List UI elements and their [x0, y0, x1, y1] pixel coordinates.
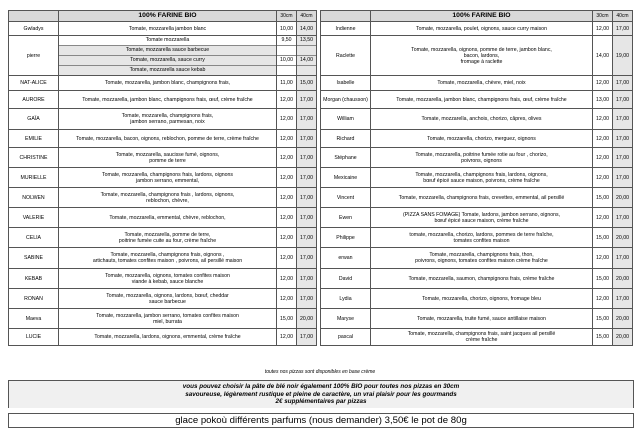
left-description	[59, 289, 277, 309]
right-description	[371, 208, 593, 228]
left-size-30: 30cm	[277, 11, 297, 22]
buckwheat-line-1: vous pouvez choisir la pâte de blé noir également 100% BIO pour toutes nos pizzas en 30cm	[182, 383, 460, 390]
left-pizza-name: MURIELLE	[9, 168, 59, 188]
left-price-40: 17,00	[297, 228, 317, 248]
left-description	[59, 109, 277, 130]
right-price-30: 12,00	[593, 76, 613, 91]
left-pizza-name: EMILIE	[9, 130, 59, 148]
left-price-30: 12,00	[277, 109, 297, 130]
header-row	[9, 11, 633, 22]
right-description	[371, 36, 593, 76]
right-description-line: fromage à raclette	[460, 58, 503, 65]
left-description-line: jambon serrano, emmental,	[135, 177, 200, 184]
left-pizza-name: KEBAB	[9, 269, 59, 289]
right-description-line: poivrons, oignons, tomates confites maison crème fraîche	[415, 258, 548, 264]
left-description	[59, 248, 277, 269]
right-price-30: 12,00	[593, 208, 613, 228]
left-title: 100% FARINE BIO	[59, 11, 277, 22]
left-price-30: 10,00	[277, 22, 297, 36]
left-description-line: sauce barbecue	[149, 298, 186, 305]
left-variant-price-40: 14,00	[297, 56, 316, 66]
right-price-30: 12,00	[593, 168, 613, 188]
right-description	[371, 22, 593, 36]
menu-row	[9, 76, 633, 91]
right-price-30: 15,00	[593, 329, 613, 346]
right-price-40: 20,00	[613, 188, 633, 208]
left-description-line: Tomate, mozzarella, lardons, oignons, emmental, crème fraîche	[94, 334, 241, 340]
right-price-40: 17,00	[613, 109, 633, 130]
right-price-40: 17,00	[613, 289, 633, 309]
left-price-30: 15,00	[277, 309, 297, 329]
right-price-40: 20,00	[613, 329, 633, 346]
left-variant-price-30: 10,00	[277, 56, 296, 66]
right-price-30: 15,00	[593, 228, 613, 248]
right-price-30: 12,00	[593, 148, 613, 168]
ice-cream-note: glace pokoù différents parfums (nous demander) 3,50€ le pot de 80g	[8, 413, 634, 428]
left-description	[59, 36, 277, 76]
right-price-30: 12,00	[593, 289, 613, 309]
right-pizza-name: erwan	[321, 248, 371, 269]
right-price-40: 17,00	[613, 22, 633, 36]
right-pizza-name: Philippe	[321, 228, 371, 248]
left-description	[59, 208, 277, 228]
right-description-line: Tomate, mozzarella, poitrine fumée rotie au four , chorizo,	[415, 151, 548, 158]
left-description-line: Tomate, mozzarella, jambon blanc, champignons frais, œuf, crème fraîche	[82, 96, 253, 103]
right-description-line: tomates confites maison	[453, 237, 510, 244]
left-description-line: Tomate, mozzarella, jambon blanc, champignons frais,	[104, 80, 231, 86]
left-price-40: 17,00	[297, 188, 317, 208]
left-description-line: pomme de terre	[149, 157, 186, 164]
menu-row	[9, 329, 633, 346]
right-description	[371, 309, 593, 329]
right-description	[371, 248, 593, 269]
left-description-line: Tomate, mozzarella, saucisse fumé, oignons,	[115, 151, 220, 158]
menu-row	[9, 248, 633, 269]
right-size-40: 40cm	[613, 11, 633, 22]
right-pizza-name: Mexicaine	[321, 168, 371, 188]
right-pizza-name: Stéphane	[321, 148, 371, 168]
left-description	[59, 309, 277, 329]
right-description-line: Tomate, mozzarella, saumon, champignons frais, crème fraîche	[408, 275, 555, 282]
right-price-40: 17,00	[613, 148, 633, 168]
left-description	[59, 168, 277, 188]
left-pizza-name: CHRISTINE	[9, 148, 59, 168]
right-price-40: 20,00	[613, 269, 633, 289]
buckwheat-info	[8, 380, 634, 408]
right-description-line: Tomate, mozzarella, champignons frais, saint jacques ail persillé	[407, 331, 556, 337]
right-description-line: Tomate, mozzarella, poulet, oignons, sauce curry maison	[416, 25, 547, 32]
left-description	[59, 269, 277, 289]
pizza-menu-table	[8, 10, 633, 346]
left-description-line: artichauts, tomates confites maison , poivrons, ail persillé maison	[92, 258, 243, 264]
right-description-line: Tomate, mozzarella, oignons, pomme de terre, jambon blanc,	[411, 46, 552, 53]
left-pizza-name: VALERIE	[9, 208, 59, 228]
left-pizza-name: LUCIE	[9, 329, 59, 346]
right-description	[371, 188, 593, 208]
left-price-40: 17,00	[297, 329, 317, 346]
right-price-30: 12,00	[593, 130, 613, 148]
right-description-line: Tomate, mozzarella, anchois, chorizo, câpres, olives	[421, 116, 542, 122]
menu-row	[9, 130, 633, 148]
buckwheat-line-2: savoureuse, légèrement rustique et pleine de caractère, un vrai plaisir pour les gourmands	[185, 390, 457, 398]
right-description	[371, 269, 593, 289]
right-description-line: Tomate, mozzarella, champignons frais, lardons, oignons,	[415, 171, 548, 178]
left-price-30: 12,00	[277, 248, 297, 269]
left-description	[59, 148, 277, 168]
left-price-40: 17,00	[297, 248, 317, 269]
right-price-40: 17,00	[613, 130, 633, 148]
left-description	[59, 188, 277, 208]
right-price-30: 12,00	[593, 22, 613, 36]
left-description-line: Tomate, mozzarella jambon blanc	[128, 25, 207, 32]
left-pizza-name: pierre	[9, 36, 59, 76]
left-description-line: Tomate, mozzarella, pomme de terre,	[124, 231, 211, 238]
menu-row	[9, 109, 633, 130]
right-price-40: 20,00	[613, 309, 633, 329]
right-description	[371, 148, 593, 168]
right-description	[371, 91, 593, 109]
right-description	[371, 168, 593, 188]
left-price-30: 12,00	[277, 329, 297, 346]
right-price-40: 20,00	[613, 228, 633, 248]
left-price-40: 17,00	[297, 168, 317, 188]
left-pizza-name: SABINE	[9, 248, 59, 269]
right-description-line: Tomate, mozzarella, chorizo, merguez, oignons	[427, 135, 536, 142]
left-variant-price-30	[277, 66, 296, 75]
right-price-40: 17,00	[613, 208, 633, 228]
menu-row	[9, 36, 633, 76]
menu-row	[9, 188, 633, 208]
right-pizza-name: William	[321, 109, 371, 130]
right-description-line: Tomate, mozzarella, jambon blanc, champignons frais, œuf, crème fraîche	[396, 96, 567, 103]
left-variant-price-40	[297, 46, 316, 56]
right-title: 100% FARINE BIO	[371, 11, 593, 22]
left-description-line: poitrine fumée cuite au four, crème fraîche	[118, 237, 217, 244]
right-price-40: 17,00	[613, 76, 633, 91]
left-pizza-name: RONAN	[9, 289, 59, 309]
left-description-line: Tomate, mozzarella, oignons, tomates confites maison	[105, 272, 230, 279]
left-price-30: 12,00	[277, 188, 297, 208]
right-description	[371, 130, 593, 148]
left-price-30: 11,00	[277, 76, 297, 91]
left-price-40: 17,00	[297, 109, 317, 130]
menu-row	[9, 148, 633, 168]
right-description-line: tomate, mozzarella, chorizo, lardons, pommes de terre fraîche,	[409, 231, 554, 238]
menu-row	[9, 91, 633, 109]
right-pizza-name: Raclette	[321, 36, 371, 76]
right-description-line: crème fraîche	[465, 337, 498, 343]
left-variant-description: Tomate, mozzarella sauce kebab	[59, 66, 276, 75]
left-variant-description: Tomate, mozzarella sauce barbecue	[59, 46, 276, 56]
left-description	[59, 130, 277, 148]
left-pizza-name: Gwladys	[9, 22, 59, 36]
left-description	[59, 76, 277, 91]
right-pizza-name: Richard	[321, 130, 371, 148]
left-price-30: 12,00	[277, 289, 297, 309]
right-pizza-name: Ewen	[321, 208, 371, 228]
right-pizza-name: Lydia	[321, 289, 371, 309]
buckwheat-line-3: 2€ supplémentaires par pizzas	[275, 398, 367, 406]
right-price-40: 17,00	[613, 168, 633, 188]
left-description-line: Tomate, mozzarella, champignons frais , lardons, oignons,	[100, 191, 235, 198]
right-pizza-name: Maryse	[321, 309, 371, 329]
left-description-line: Tomate, mozzarella, oignons, lardons, bœuf, cheddar	[106, 292, 229, 299]
left-price-30	[277, 36, 297, 76]
menu-sheet	[8, 10, 632, 346]
right-description-line: (PIZZA SANS FOMAGE) Tomate, lardons, jambon serrano, oignons,	[402, 211, 561, 218]
left-pizza-name: NAT-ALICE	[9, 76, 59, 91]
left-price-40: 17,00	[297, 289, 317, 309]
left-price-40: 15,00	[297, 76, 317, 91]
left-description	[59, 22, 277, 36]
menu-row	[9, 168, 633, 188]
left-price-40: 20,00	[297, 309, 317, 329]
right-description-line: Tomate, mozzarella, champignons frais, crevettes, emmental, ail persillé	[398, 194, 565, 201]
left-price-30: 12,00	[277, 91, 297, 109]
right-description-line: Tomate, mozzarella, truite fumé, sauce antillaise maison	[417, 315, 546, 322]
left-description	[59, 228, 277, 248]
left-variant-description: Tomate mozzarella	[59, 36, 276, 46]
right-price-30: 15,00	[593, 188, 613, 208]
right-description	[371, 228, 593, 248]
left-price-40: 14,00	[297, 22, 317, 36]
right-pizza-name: Vincent	[321, 188, 371, 208]
left-variant-price-30: 9,50	[277, 36, 296, 46]
left-variant-price-40: 13,50	[297, 36, 316, 46]
menu-row	[9, 228, 633, 248]
right-description-line: Tomate, mozzarella, chorizo, oignons, fromage bleu	[422, 295, 541, 302]
left-price-30: 12,00	[277, 168, 297, 188]
right-pizza-name: Isabelle	[321, 76, 371, 91]
right-price-30: 12,00	[593, 109, 613, 130]
menu-row	[9, 208, 633, 228]
left-pizza-name: GAÏA	[9, 109, 59, 130]
left-price-40: 17,00	[297, 148, 317, 168]
right-description-line: bœuf épicé sauce maison, poivrons, crème fraîche	[423, 177, 540, 184]
right-pizza-name: Morgan (chausson)	[321, 91, 371, 109]
left-description-line: Tomate, mozzarella, champignons frais, lardons, oignons	[102, 171, 233, 178]
left-price-30: 12,00	[277, 148, 297, 168]
left-description-line: jambon serrano, parmesan, noix	[130, 119, 205, 125]
left-description-line: Tomate, mozzarella, emmental, chèvre, reblochon,	[109, 214, 226, 221]
left-pizza-name: AURORE	[9, 91, 59, 109]
right-price-30: 13,00	[593, 91, 613, 109]
left-pizza-name: Maeva	[9, 309, 59, 329]
left-description-line: viande à kebab, sauce blanche	[131, 278, 204, 285]
left-description-line: miel, burrata	[153, 318, 182, 325]
left-description-line: Tomate, mozzarella, bacon, oignons, reblochon, pomme de terre, crème fraîche	[76, 135, 259, 142]
left-price-30: 12,00	[277, 228, 297, 248]
right-pizza-name: pascal	[321, 329, 371, 346]
left-price-40: 17,00	[297, 208, 317, 228]
left-description-line: Tomate, mozzarella, champignons frais, oignons ,	[110, 252, 225, 258]
right-price-40: 17,00	[613, 91, 633, 109]
left-price-30: 12,00	[277, 269, 297, 289]
right-description	[371, 109, 593, 130]
menu-row	[9, 269, 633, 289]
right-description-line: Tomate, mozzarella, champignons frais, thon,	[429, 252, 534, 258]
right-description	[371, 76, 593, 91]
right-description-line: poivrons, oignons	[461, 157, 502, 164]
left-price-30: 12,00	[277, 208, 297, 228]
left-variant-description: Tomate, mozzarella, sauce curry	[59, 56, 276, 66]
left-price-40: 17,00	[297, 130, 317, 148]
right-pizza-name: David	[321, 269, 371, 289]
menu-row	[9, 309, 633, 329]
left-variant-price-30	[277, 46, 296, 56]
right-description-line: Tomate, mozzarella, chèvre, miel, noix	[437, 80, 526, 86]
left-description	[59, 91, 277, 109]
left-variant-price-40	[297, 66, 316, 75]
right-pizza-name: Indienne	[321, 22, 371, 36]
right-price-30: 15,00	[593, 309, 613, 329]
menu-row	[9, 22, 633, 36]
left-pizza-name: CELIA	[9, 228, 59, 248]
right-price-30: 12,00	[593, 248, 613, 269]
left-price-40	[297, 36, 317, 76]
right-price-30: 15,00	[593, 269, 613, 289]
right-size-30: 30cm	[593, 11, 613, 22]
menu-row	[9, 289, 633, 309]
left-size-40: 40cm	[297, 11, 317, 22]
cream-base-note: toutes nos pizzas sont disponibles en base crème	[264, 369, 376, 375]
right-price-30: 14,00	[593, 36, 613, 76]
left-price-40: 17,00	[297, 91, 317, 109]
right-description-line: bacon, lardons,	[463, 52, 500, 59]
left-description-line: Tomate, mozzarella, champignons frais,	[121, 113, 214, 119]
left-price-30: 12,00	[277, 130, 297, 148]
right-price-40: 17,00	[613, 248, 633, 269]
left-description-line: reblochon, chèvre,	[146, 197, 189, 204]
left-pizza-name: NOLWEN	[9, 188, 59, 208]
right-price-40: 19,00	[613, 36, 633, 76]
left-description	[59, 329, 277, 346]
right-description	[371, 289, 593, 309]
left-price-40: 17,00	[297, 269, 317, 289]
right-description	[371, 329, 593, 346]
right-description-line: bœuf épicé sauce maison, crème fraîche	[434, 217, 529, 224]
left-description-line: Tomate, mozzarella, jambon serrano, tomates confites maison	[96, 312, 239, 319]
